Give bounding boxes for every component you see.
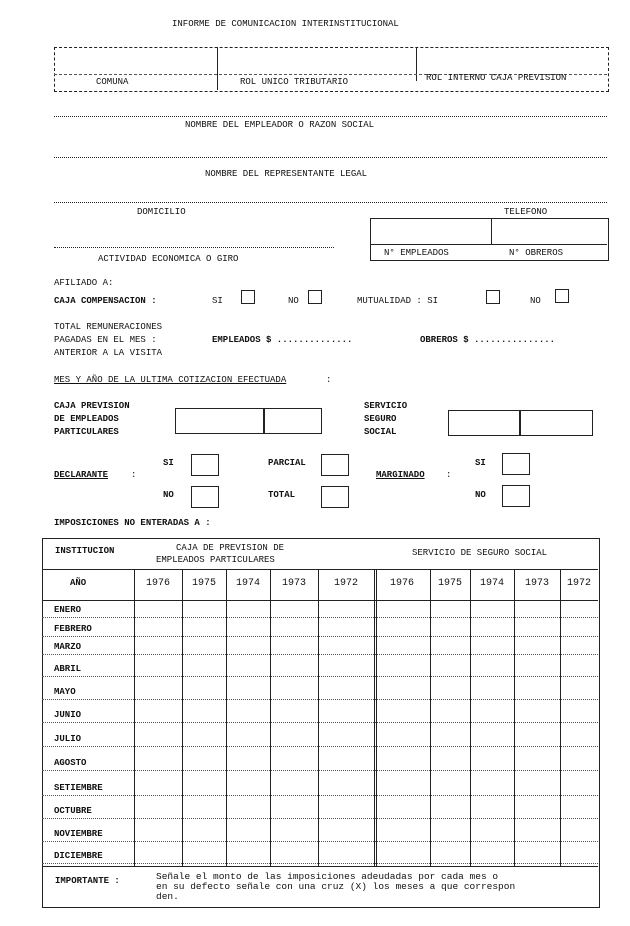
amount-cell[interactable] (375, 756, 429, 770)
amount-cell[interactable] (183, 640, 225, 654)
marginado-si-label: SI (475, 458, 486, 468)
amount-cell[interactable] (271, 804, 317, 818)
year-header: 1972 (333, 578, 358, 589)
afiliado-heading: AFILIADO A: (54, 278, 114, 288)
amount-cell[interactable] (227, 640, 269, 654)
amount-cell[interactable] (431, 685, 469, 699)
amount-cell[interactable] (471, 640, 513, 654)
ss-mes-field[interactable] (448, 410, 520, 436)
amount-cell[interactable] (227, 603, 269, 617)
amount-cell[interactable] (375, 622, 429, 636)
amount-cell[interactable] (135, 849, 181, 863)
month-label: MAYO (54, 687, 76, 697)
remuneraciones-label-1: TOTAL REMUNERACIONES (54, 322, 163, 332)
month-label: NOVIEMBRE (54, 829, 103, 839)
n-empleados-field[interactable] (372, 220, 488, 244)
year-header: 1975 (437, 578, 462, 589)
amount-cell[interactable] (271, 640, 317, 654)
amount-cell[interactable] (471, 662, 513, 676)
amount-cell[interactable] (375, 640, 429, 654)
caja-compensacion-label: CAJA COMPENSACION : (54, 296, 157, 306)
domicilio-label: DOMICILIO (137, 207, 186, 217)
remuneraciones-label-2: PAGADAS EN EL MES : (54, 335, 157, 345)
total-checkbox[interactable] (321, 486, 349, 508)
institucion-header: INSTITUCION (55, 546, 115, 556)
amount-cell[interactable] (319, 685, 373, 699)
declarante-label: DECLARANTE (54, 470, 109, 480)
year-header: 1973 (281, 578, 306, 589)
ss-anio-field[interactable] (520, 410, 593, 436)
note-line-3: den. (156, 891, 179, 902)
row-divider (42, 746, 598, 747)
amount-cell[interactable] (319, 849, 373, 863)
year-header: 1972 (566, 578, 591, 589)
comuna-label: COMUNA (96, 77, 129, 87)
amount-cell[interactable] (319, 662, 373, 676)
amount-cell[interactable] (135, 781, 181, 795)
caja-header-2: EMPLEADOS PARTICULARES (156, 555, 275, 565)
amount-cell[interactable] (135, 685, 181, 699)
amount-cell[interactable] (183, 781, 225, 795)
caja-no-label: NO (288, 296, 299, 306)
amount-cell[interactable] (227, 756, 269, 770)
colon: : (446, 470, 452, 480)
declarante-no-checkbox[interactable] (191, 486, 219, 508)
amount-cell[interactable] (431, 804, 469, 818)
amount-cell[interactable] (227, 662, 269, 676)
amount-cell[interactable] (515, 603, 559, 617)
row-divider (42, 654, 598, 655)
row-divider (42, 841, 598, 842)
caja-prevision-label-2: DE EMPLEADOS (54, 414, 119, 424)
n-obreros-field[interactable] (494, 220, 604, 244)
amount-cell[interactable] (515, 685, 559, 699)
amount-cell[interactable] (471, 781, 513, 795)
amount-cell[interactable] (561, 708, 597, 722)
year-header: 1974 (235, 578, 260, 589)
mutualidad-label: MUTUALIDAD : SI (357, 296, 439, 306)
ultima-cotizacion-heading: MES Y AÑO DE LA ULTIMA COTIZACION EFECTUADA (54, 375, 287, 385)
amount-cell[interactable] (183, 732, 225, 746)
row-divider (42, 676, 598, 677)
amount-cell[interactable] (431, 756, 469, 770)
row-divider (42, 795, 598, 796)
amount-cell[interactable] (271, 685, 317, 699)
amount-cell[interactable] (183, 804, 225, 818)
representante-label: NOMBRE DEL REPRESENTANTE LEGAL (205, 169, 368, 179)
amount-cell[interactable] (227, 849, 269, 863)
amount-cell[interactable] (431, 827, 469, 841)
amount-cell[interactable] (271, 603, 317, 617)
amount-cell[interactable] (227, 732, 269, 746)
amount-cell[interactable] (561, 756, 597, 770)
month-label: ABRIL (54, 664, 82, 674)
row-divider (42, 770, 598, 771)
domicilio-field[interactable] (54, 202, 607, 203)
marginado-si-checkbox[interactable] (502, 453, 530, 475)
month-label: MARZO (54, 642, 82, 652)
amount-cell[interactable] (183, 603, 225, 617)
amount-cell[interactable] (561, 804, 597, 818)
amount-cell[interactable] (561, 622, 597, 636)
amount-cell[interactable] (561, 662, 597, 676)
amount-cell[interactable] (319, 622, 373, 636)
amount-cell[interactable] (375, 849, 429, 863)
amount-cell[interactable] (561, 685, 597, 699)
parcial-label: PARCIAL (268, 458, 306, 468)
amount-cell[interactable] (227, 827, 269, 841)
colon: : (326, 375, 332, 385)
amount-cell[interactable] (183, 756, 225, 770)
divider (370, 244, 607, 245)
caja-no-checkbox[interactable] (308, 290, 322, 304)
amount-cell[interactable] (375, 732, 429, 746)
amount-cell[interactable] (319, 827, 373, 841)
year-header: 1973 (524, 578, 549, 589)
amount-cell[interactable] (319, 708, 373, 722)
divider (491, 218, 492, 244)
year-header: 1974 (479, 578, 504, 589)
month-label: FEBRERO (54, 624, 92, 634)
amount-cell[interactable] (227, 708, 269, 722)
amount-cell[interactable] (471, 622, 513, 636)
amount-cell[interactable] (561, 603, 597, 617)
divider (42, 866, 598, 867)
servicio-header: SERVICIO DE SEGURO SOCIAL (412, 548, 548, 558)
amount-cell[interactable] (375, 827, 429, 841)
caja-mes-field[interactable] (175, 408, 264, 434)
amount-cell[interactable] (183, 662, 225, 676)
amount-cell[interactable] (375, 662, 429, 676)
mutualidad-si-checkbox[interactable] (486, 290, 500, 304)
remuneraciones-label-3: ANTERIOR A LA VISITA (54, 348, 163, 358)
amount-cell[interactable] (319, 804, 373, 818)
amount-cell[interactable] (271, 708, 317, 722)
amount-cell[interactable] (515, 732, 559, 746)
amount-cell[interactable] (375, 685, 429, 699)
amount-cell[interactable] (135, 756, 181, 770)
amount-cell[interactable] (471, 732, 513, 746)
declarante-si-checkbox[interactable] (191, 454, 219, 476)
amount-cell[interactable] (431, 781, 469, 795)
amount-cell[interactable] (319, 640, 373, 654)
row-divider (42, 636, 598, 637)
amount-cell[interactable] (375, 603, 429, 617)
imposiciones-heading: IMPOSICIONES NO ENTERADAS A : (54, 518, 211, 528)
amount-cell[interactable] (471, 685, 513, 699)
amount-cell[interactable] (471, 849, 513, 863)
amount-cell[interactable] (561, 849, 597, 863)
comuna-field[interactable] (56, 50, 214, 74)
amount-cell[interactable] (471, 827, 513, 841)
amount-cell[interactable] (471, 708, 513, 722)
month-label: JUNIO (54, 710, 82, 720)
divider (217, 47, 218, 90)
anio-header: AÑO (70, 578, 87, 588)
amount-cell[interactable] (271, 622, 317, 636)
amount-cell[interactable] (561, 781, 597, 795)
amount-cell[interactable] (135, 640, 181, 654)
amount-cell[interactable] (319, 756, 373, 770)
amount-cell[interactable] (431, 708, 469, 722)
rol-interno-label: ROL INTERNO CAJA PREVISION (426, 73, 567, 83)
month-label: OCTUBRE (54, 806, 92, 816)
actividad-label: ACTIVIDAD ECONOMICA O GIRO (98, 254, 239, 264)
rut-label: ROL UNICO TRIBUTARIO (240, 77, 349, 87)
amount-cell[interactable] (515, 640, 559, 654)
parcial-checkbox[interactable] (321, 454, 349, 476)
amount-cell[interactable] (135, 827, 181, 841)
colon: : (131, 470, 137, 480)
year-header: 1976 (145, 578, 170, 589)
month-label: AGOSTO (54, 758, 87, 768)
amount-cell[interactable] (183, 685, 225, 699)
amount-cell[interactable] (227, 781, 269, 795)
form-title: INFORME DE COMUNICACION INTERINSTITUCIONAL (172, 19, 399, 29)
amount-cell[interactable] (375, 708, 429, 722)
remuneraciones-empleados-field[interactable]: EMPLEADOS $ .............. (212, 335, 353, 345)
amount-cell[interactable] (227, 804, 269, 818)
row-divider (42, 617, 598, 618)
amount-cell[interactable] (515, 827, 559, 841)
marginado-no-label: NO (475, 490, 486, 500)
amount-cell[interactable] (471, 756, 513, 770)
amount-cell[interactable] (515, 662, 559, 676)
month-label: JULIO (54, 734, 82, 744)
amount-cell[interactable] (135, 708, 181, 722)
amount-cell[interactable] (515, 756, 559, 770)
amount-cell[interactable] (431, 732, 469, 746)
amount-cell[interactable] (431, 622, 469, 636)
representante-field[interactable] (54, 157, 607, 158)
caja-anio-field[interactable] (264, 408, 322, 434)
year-header: 1976 (389, 578, 414, 589)
amount-cell[interactable] (227, 622, 269, 636)
empleador-field[interactable] (54, 116, 607, 117)
amount-cell[interactable] (183, 622, 225, 636)
amount-cell[interactable] (135, 622, 181, 636)
caja-header-1: CAJA DE PREVISION DE (176, 543, 285, 553)
seguro-social-label-2: SEGURO (364, 414, 397, 424)
marginado-label: MARGINADO (376, 470, 425, 480)
row-divider (42, 818, 598, 819)
caja-prevision-label-3: PARTICULARES (54, 427, 119, 437)
declarante-si-label: SI (163, 458, 174, 468)
marginado-no-checkbox[interactable] (502, 485, 530, 507)
amount-cell[interactable] (271, 849, 317, 863)
rut-field[interactable] (220, 50, 412, 74)
amount-cell[interactable] (515, 781, 559, 795)
importante-label: IMPORTANTE : (55, 876, 120, 886)
n-empleados-label: N° EMPLEADOS (384, 248, 449, 258)
amount-cell[interactable] (135, 662, 181, 676)
amount-cell[interactable] (183, 827, 225, 841)
amount-cell[interactable] (431, 849, 469, 863)
amount-cell[interactable] (183, 708, 225, 722)
caja-prevision-label-1: CAJA PREVISION (54, 401, 130, 411)
amount-cell[interactable] (561, 827, 597, 841)
mutualidad-no-checkbox[interactable] (555, 289, 569, 303)
telefono-label: TELEFONO (504, 207, 548, 217)
row-divider (42, 722, 598, 723)
amount-cell[interactable] (515, 849, 559, 863)
amount-cell[interactable] (319, 732, 373, 746)
actividad-field[interactable] (54, 247, 334, 248)
note-line-1: Señale el monto de las imposiciones adeudadas por cada mes o (156, 871, 499, 882)
amount-cell[interactable] (319, 781, 373, 795)
amount-cell[interactable] (271, 662, 317, 676)
divider (42, 600, 598, 601)
caja-si-checkbox[interactable] (241, 290, 255, 304)
amount-cell[interactable] (271, 756, 317, 770)
remuneraciones-obreros-field[interactable]: OBREROS $ ............... (420, 335, 556, 345)
amount-cell[interactable] (561, 732, 597, 746)
month-label: ENERO (54, 605, 82, 615)
amount-cell[interactable] (135, 732, 181, 746)
declarante-no-label: NO (163, 490, 174, 500)
amount-cell[interactable] (515, 708, 559, 722)
amount-cell[interactable] (135, 804, 181, 818)
seguro-social-label-1: SERVICIO (364, 401, 408, 411)
mutualidad-no-label: NO (530, 296, 541, 306)
month-label: DICIEMBRE (54, 851, 103, 861)
amount-cell[interactable] (471, 603, 513, 617)
amount-cell[interactable] (431, 603, 469, 617)
amount-cell[interactable] (561, 640, 597, 654)
row-divider (42, 699, 598, 700)
amount-cell[interactable] (431, 640, 469, 654)
amount-cell[interactable] (227, 685, 269, 699)
seguro-social-label-3: SOCIAL (364, 427, 397, 437)
amount-cell[interactable] (271, 827, 317, 841)
amount-cell[interactable] (471, 804, 513, 818)
amount-cell[interactable] (431, 662, 469, 676)
amount-cell[interactable] (375, 804, 429, 818)
amount-cell[interactable] (135, 603, 181, 617)
note-line-2: en su defecto señale con una cruz (X) los meses a que correspon (156, 881, 516, 892)
amount-cell[interactable] (515, 622, 559, 636)
amount-cell[interactable] (515, 804, 559, 818)
amount-cell[interactable] (183, 849, 225, 863)
empleador-label: NOMBRE DEL EMPLEADOR O RAZON SOCIAL (185, 120, 375, 130)
amount-cell[interactable] (271, 781, 317, 795)
n-obreros-label: N° OBREROS (509, 248, 564, 258)
amount-cell[interactable] (375, 781, 429, 795)
caja-si-label: SI (212, 296, 223, 306)
amount-cell[interactable] (271, 732, 317, 746)
year-header: 1975 (191, 578, 216, 589)
month-label: SETIEMBRE (54, 783, 103, 793)
amount-cell[interactable] (319, 603, 373, 617)
row-divider (42, 863, 598, 864)
total-label: TOTAL (268, 490, 296, 500)
divider (416, 47, 417, 81)
rol-interno-field[interactable] (420, 50, 604, 74)
